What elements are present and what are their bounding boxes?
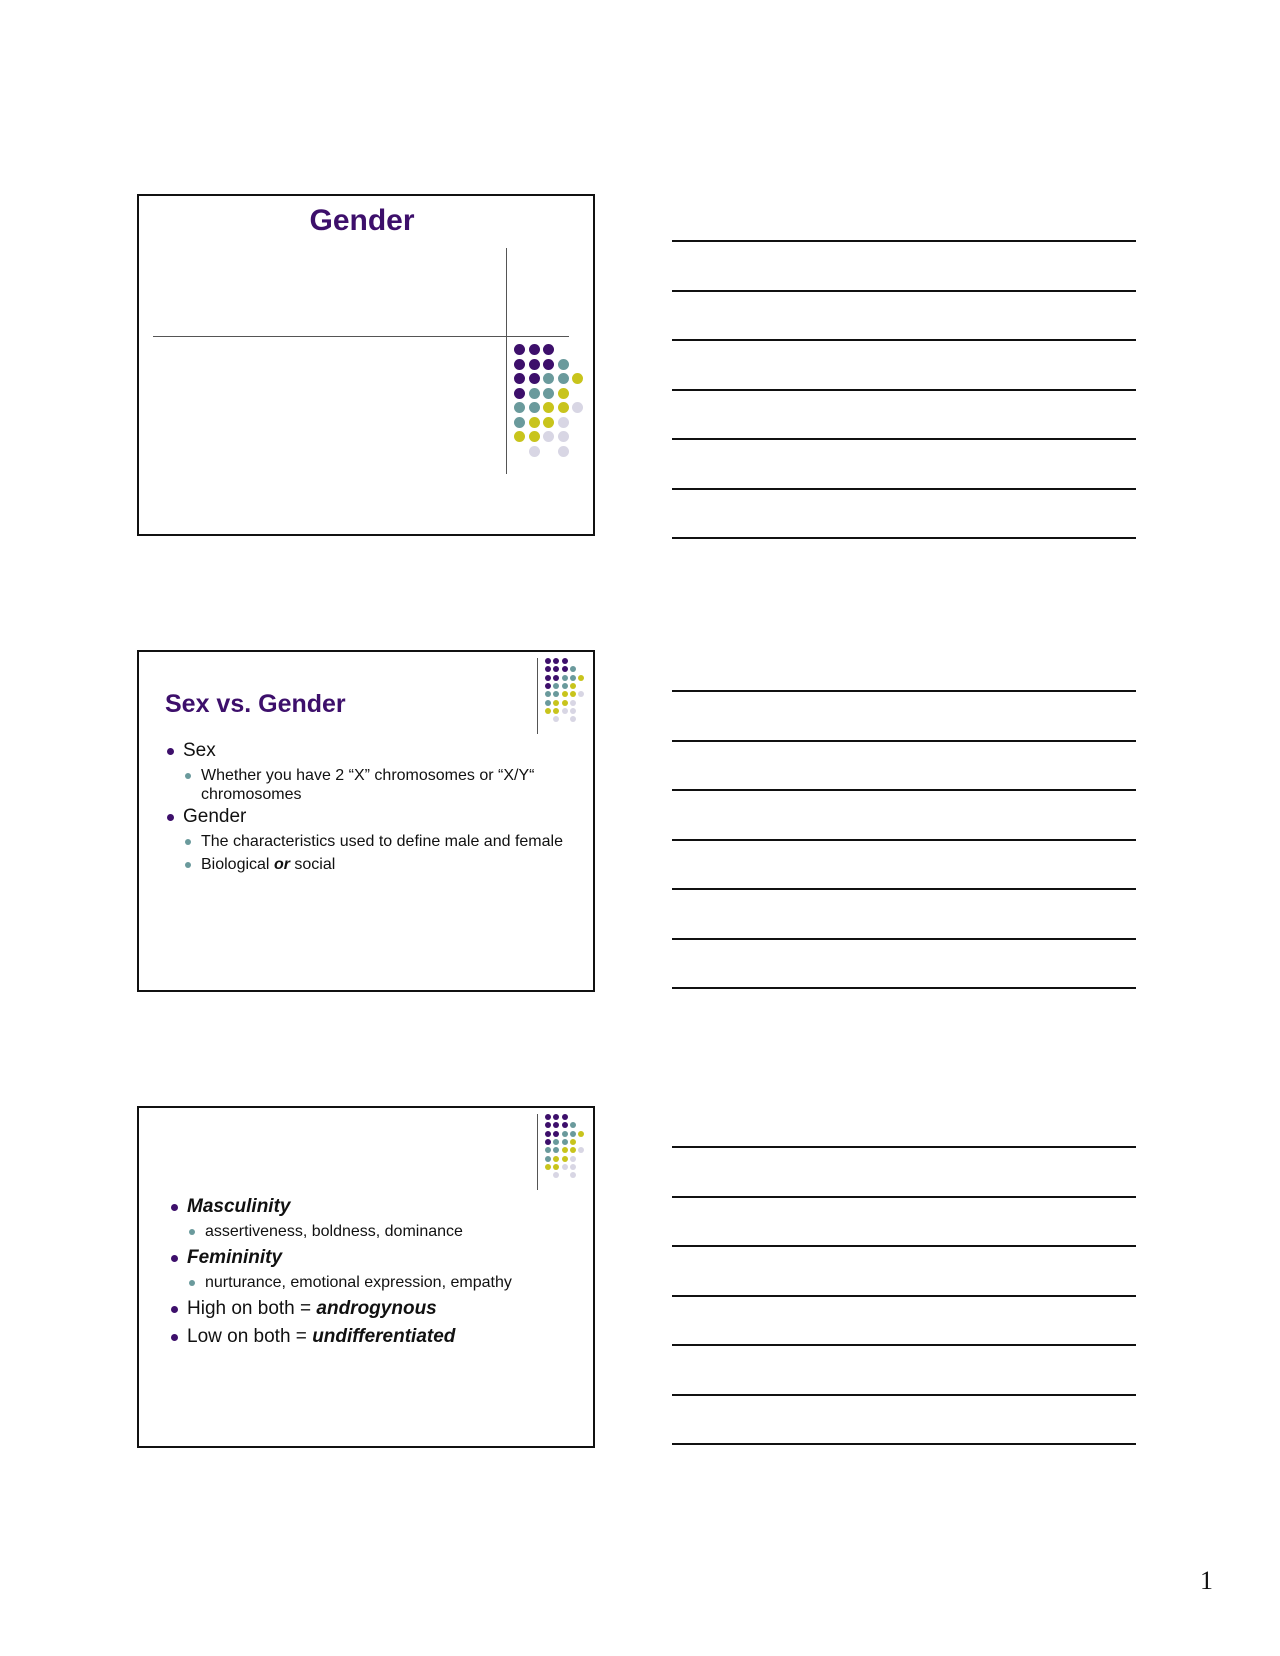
dot xyxy=(570,700,576,706)
dot xyxy=(529,431,540,442)
dot xyxy=(545,708,551,714)
dot xyxy=(562,1122,568,1128)
dot xyxy=(570,666,576,672)
dot xyxy=(514,417,525,428)
dot xyxy=(570,1139,576,1145)
note-line xyxy=(672,1344,1136,1346)
dot xyxy=(553,708,559,714)
dot xyxy=(570,691,576,697)
slide-2 xyxy=(137,650,595,992)
dot xyxy=(545,675,551,681)
sub-bullet-item: assertiveness, boldness, dominance xyxy=(169,1222,579,1241)
dot xyxy=(578,691,584,697)
dot xyxy=(543,417,554,428)
dot xyxy=(545,1114,551,1120)
bullet-item: Masculinity xyxy=(169,1196,579,1218)
slide-title: Sex vs. Gender xyxy=(165,690,346,718)
note-line xyxy=(672,789,1136,791)
dot xyxy=(553,658,559,664)
dot xyxy=(529,388,540,399)
dot xyxy=(570,1164,576,1170)
dot xyxy=(562,1131,568,1137)
dot xyxy=(545,700,551,706)
note-line xyxy=(672,339,1136,341)
dot xyxy=(558,359,569,370)
dot xyxy=(562,658,568,664)
sub-bullet-item: The characteristics used to define male and female xyxy=(165,832,575,851)
divider-vertical xyxy=(506,248,507,474)
dot xyxy=(572,402,583,413)
dot xyxy=(514,402,525,413)
dot xyxy=(570,1172,576,1178)
dot xyxy=(553,1122,559,1128)
dot xyxy=(570,716,576,722)
dot xyxy=(570,1147,576,1153)
note-line xyxy=(672,240,1136,242)
dot xyxy=(558,388,569,399)
divider-horizontal xyxy=(153,336,569,337)
page-number: 1 xyxy=(1200,1566,1213,1595)
bullet-item: High on both = androgynous xyxy=(169,1298,579,1320)
note-line xyxy=(672,537,1136,539)
dot xyxy=(558,446,569,457)
dot xyxy=(562,708,568,714)
note-line xyxy=(672,1295,1136,1297)
dot xyxy=(545,691,551,697)
dot xyxy=(529,359,540,370)
dot xyxy=(553,1156,559,1162)
note-line xyxy=(672,438,1136,440)
divider-vertical xyxy=(537,658,538,734)
bullet-item: Low on both = undifferentiated xyxy=(169,1326,579,1348)
note-line xyxy=(672,1443,1136,1445)
divider-vertical xyxy=(537,1114,538,1190)
dot xyxy=(562,691,568,697)
dot xyxy=(545,1122,551,1128)
dot xyxy=(562,1164,568,1170)
dot xyxy=(545,1164,551,1170)
dot xyxy=(545,666,551,672)
dot xyxy=(558,402,569,413)
dot xyxy=(529,373,540,384)
dot xyxy=(578,1147,584,1153)
dot xyxy=(545,658,551,664)
dot xyxy=(529,344,540,355)
dot xyxy=(558,417,569,428)
dot xyxy=(562,1147,568,1153)
note-line xyxy=(672,290,1136,292)
slide-3 xyxy=(137,1106,595,1448)
dot xyxy=(578,1131,584,1137)
dot xyxy=(543,359,554,370)
dot xyxy=(553,700,559,706)
note-line xyxy=(672,1394,1136,1396)
dot xyxy=(545,1131,551,1137)
dot xyxy=(514,373,525,384)
dot xyxy=(514,388,525,399)
dot xyxy=(562,1156,568,1162)
bullet-list xyxy=(169,1190,579,1348)
dot xyxy=(529,402,540,413)
dot xyxy=(553,1114,559,1120)
dot xyxy=(570,683,576,689)
dot xyxy=(570,1131,576,1137)
note-line xyxy=(672,839,1136,841)
dot xyxy=(545,1139,551,1145)
note-line xyxy=(672,1196,1136,1198)
note-line xyxy=(672,740,1136,742)
dot xyxy=(543,402,554,413)
note-line xyxy=(672,987,1136,989)
dot xyxy=(553,666,559,672)
dot xyxy=(562,1139,568,1145)
dot xyxy=(553,691,559,697)
dot xyxy=(553,1131,559,1137)
dot xyxy=(545,1156,551,1162)
dot xyxy=(578,675,584,681)
dot xyxy=(553,716,559,722)
dot xyxy=(570,1156,576,1162)
note-line xyxy=(672,1245,1136,1247)
dot xyxy=(562,666,568,672)
dot xyxy=(562,1114,568,1120)
dot xyxy=(553,675,559,681)
dot xyxy=(570,1122,576,1128)
dot xyxy=(562,675,568,681)
sub-bullet-item: Biological or social xyxy=(165,855,575,874)
dot xyxy=(543,431,554,442)
dot xyxy=(529,446,540,457)
note-line xyxy=(672,888,1136,890)
note-line xyxy=(672,690,1136,692)
dot xyxy=(562,700,568,706)
bullet-item: Femininity xyxy=(169,1247,579,1269)
sub-bullet-item: Whether you have 2 “X” chromosomes or “X/Y“ chromosomes xyxy=(165,766,575,804)
dot xyxy=(558,431,569,442)
dot xyxy=(543,344,554,355)
dot xyxy=(514,344,525,355)
dot xyxy=(529,417,540,428)
note-line xyxy=(672,1146,1136,1148)
dot xyxy=(570,708,576,714)
dot xyxy=(545,1147,551,1153)
dot xyxy=(514,359,525,370)
sub-bullet-item: nurturance, emotional expression, empathy xyxy=(169,1273,579,1292)
note-line xyxy=(672,938,1136,940)
dot xyxy=(553,1147,559,1153)
slide-title: Gender xyxy=(309,204,415,237)
dot xyxy=(543,388,554,399)
dot xyxy=(553,1172,559,1178)
bullet-list xyxy=(165,738,575,874)
dot xyxy=(545,683,551,689)
dot xyxy=(558,373,569,384)
dot xyxy=(543,373,554,384)
dot xyxy=(553,1164,559,1170)
note-line xyxy=(672,488,1136,490)
dot xyxy=(572,373,583,384)
dot xyxy=(553,683,559,689)
bullet-item: Sex xyxy=(165,740,575,762)
dot xyxy=(553,1139,559,1145)
dot xyxy=(514,431,525,442)
note-line xyxy=(672,389,1136,391)
bullet-item: Gender xyxy=(165,806,575,828)
slide-1 xyxy=(137,194,595,536)
dot xyxy=(570,675,576,681)
dot xyxy=(562,683,568,689)
